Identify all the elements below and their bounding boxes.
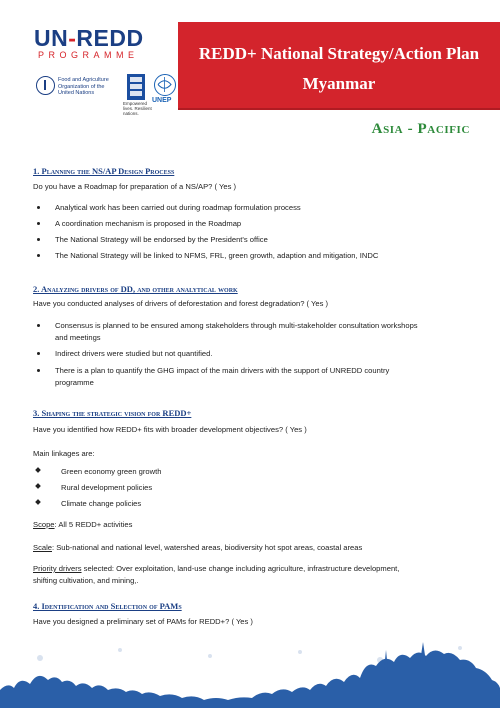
fao-label: Food and Agriculture Organization of the United Nations: [58, 77, 109, 96]
linkages-intro: Main linkages are:: [33, 449, 95, 458]
partner-logos: [36, 74, 176, 116]
logo-un: UN: [34, 25, 69, 51]
drivers-text: selected: Over exploitation, land-use change including agriculture, infrastructure development,: [81, 564, 400, 573]
region-label: Asia - Pacific: [371, 121, 470, 137]
section-4-question: Have you designed a preliminary set of PAMs for REDD+? ( Yes ): [33, 617, 253, 626]
fao-icon: [36, 76, 55, 95]
drivers-line-2: shifting cultivation, and mining,.: [33, 576, 139, 585]
section-3-question: Have you identified how REDD+ fits with broader development objectives? ( Yes ): [33, 425, 307, 434]
unep-label: UNEP: [152, 97, 172, 104]
diamond-bullet-icon: [35, 483, 41, 489]
scope-label: Scope: [33, 520, 55, 529]
drivers-label: Priority drivers: [33, 564, 82, 573]
unep-icon: [154, 74, 176, 96]
trees-icon: [0, 630, 500, 708]
logo-programme: PROGRAMME: [38, 50, 139, 60]
section-4-title: 4. Identification and Selection of PAMs: [33, 601, 182, 611]
drivers-line: [33, 563, 473, 574]
undp-icon: [127, 74, 145, 100]
logo-redd: REDD: [76, 25, 144, 51]
scale-label: Scale: [33, 543, 52, 552]
section-3-title: 3. Shaping the strategic vision for REDD+: [33, 408, 192, 418]
un-redd-logo: [34, 26, 169, 60]
scope-text: : All 5 REDD+ activities: [54, 520, 133, 529]
country-title: Myanmar: [302, 74, 376, 93]
page-header: [0, 0, 500, 116]
scale-text: : Sub-national and national level, watershed areas, biodiversity hot spot areas, coastal areas: [52, 543, 363, 552]
title-banner: [178, 22, 500, 108]
scale-line: [33, 542, 473, 553]
diamond-bullet-icon: [35, 467, 41, 473]
undp-caption: Empowered lives. Resilient nations.: [123, 101, 152, 116]
logo-dash: -: [68, 25, 77, 51]
document-title: REDD+ National Strategy/Action Plan: [198, 44, 480, 63]
section-2-title: 2. Analyzing drivers of DD, and other analytical work: [33, 284, 238, 294]
section-1-title: 1. Planning the NS/AP Design Process: [33, 166, 175, 176]
section-1-question: Do you have a Roadmap for preparation of a NS/AP? ( Yes ): [33, 182, 237, 191]
scope-line: [33, 519, 473, 530]
diamond-bullet-icon: [35, 499, 41, 505]
forest-silhouette-footer: [0, 630, 500, 708]
section-2-question: Have you conducted analyses of drivers of deforestation and forest degradation? ( Yes ): [33, 299, 329, 308]
